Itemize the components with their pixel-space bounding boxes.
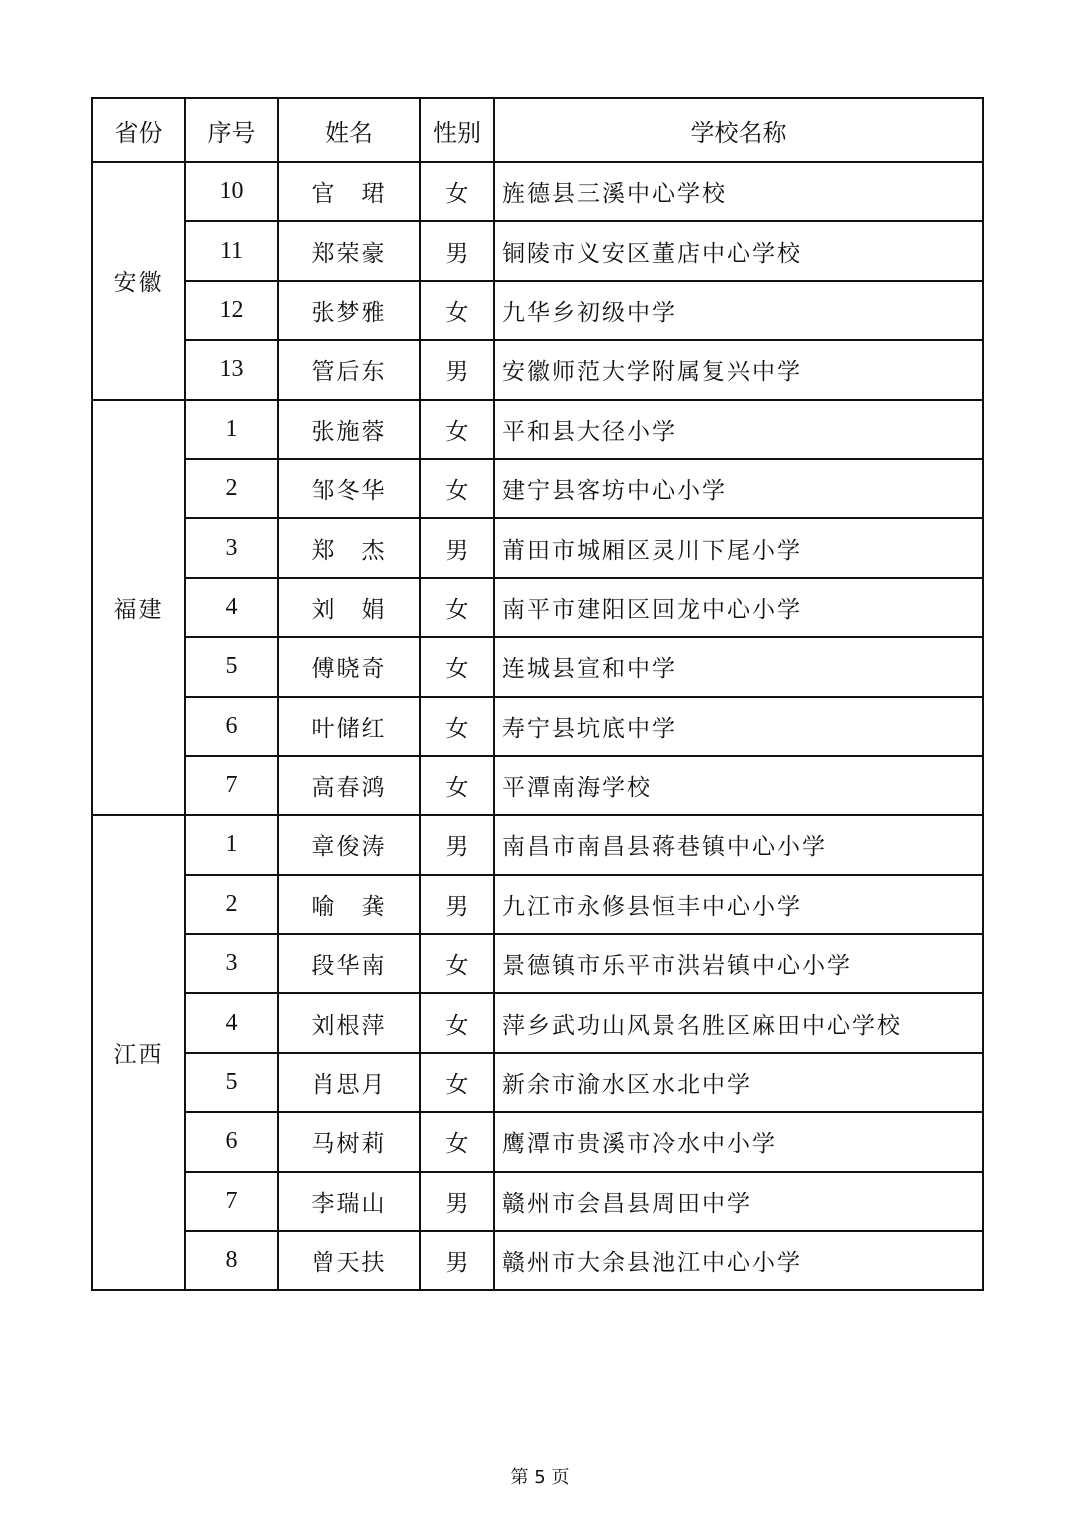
- table-body: [92, 162, 983, 1290]
- table-row: [92, 459, 983, 518]
- table-row: [92, 1231, 983, 1290]
- school-cell: 九江市永修县恒丰中心小学: [494, 875, 983, 934]
- gender-cell: 女: [420, 934, 494, 993]
- header-school: 学校名称: [494, 98, 983, 162]
- school-cell: 寿宁县坑底中学: [494, 697, 983, 756]
- school-cell: 铜陵市义安区董店中心学校: [494, 221, 983, 280]
- gender-cell: 女: [420, 400, 494, 459]
- name-cell: 肖思月: [278, 1053, 420, 1112]
- province-cell: 福建: [92, 400, 185, 816]
- name-cell: 傅晓奇: [278, 637, 420, 696]
- school-cell: 南平市建阳区回龙中心小学: [494, 578, 983, 637]
- school-cell: 九华乡初级中学: [494, 281, 983, 340]
- seq-cell: 11: [185, 221, 278, 280]
- name-cell: 管后东: [278, 340, 420, 399]
- header-seq: 序号: [185, 98, 278, 162]
- table-row: [92, 221, 983, 280]
- seq-cell: 6: [185, 697, 278, 756]
- name-cell: 邹冬华: [278, 459, 420, 518]
- table-row: [92, 815, 983, 874]
- header-province: 省份: [92, 98, 185, 162]
- seq-cell: 2: [185, 875, 278, 934]
- school-cell: 南昌市南昌县蒋巷镇中心小学: [494, 815, 983, 874]
- school-cell: 平和县大径小学: [494, 400, 983, 459]
- gender-cell: 男: [420, 1231, 494, 1290]
- name-cell: 喻 龚: [278, 875, 420, 934]
- table-row: [92, 162, 983, 221]
- name-cell: 高春鸿: [278, 756, 420, 815]
- school-cell: 建宁县客坊中心小学: [494, 459, 983, 518]
- school-cell: 鹰潭市贵溪市冷水中小学: [494, 1112, 983, 1171]
- name-cell: 张施蓉: [278, 400, 420, 459]
- gender-cell: 女: [420, 459, 494, 518]
- gender-cell: 女: [420, 993, 494, 1052]
- seq-cell: 2: [185, 459, 278, 518]
- gender-cell: 女: [420, 281, 494, 340]
- seq-cell: 3: [185, 934, 278, 993]
- seq-cell: 4: [185, 993, 278, 1052]
- table-row: [92, 518, 983, 577]
- gender-cell: 女: [420, 637, 494, 696]
- school-cell: 新余市渝水区水北中学: [494, 1053, 983, 1112]
- seq-cell: 1: [185, 815, 278, 874]
- gender-cell: 女: [420, 578, 494, 637]
- gender-cell: 女: [420, 162, 494, 221]
- gender-cell: 女: [420, 756, 494, 815]
- roster-table: [91, 97, 984, 1291]
- seq-cell: 1: [185, 400, 278, 459]
- name-cell: 刘 娟: [278, 578, 420, 637]
- seq-cell: 4: [185, 578, 278, 637]
- name-cell: 郑荣豪: [278, 221, 420, 280]
- seq-cell: 10: [185, 162, 278, 221]
- table-row: [92, 400, 983, 459]
- table-row: [92, 1053, 983, 1112]
- school-cell: 安徽师范大学附属复兴中学: [494, 340, 983, 399]
- gender-cell: 女: [420, 697, 494, 756]
- seq-cell: 5: [185, 1053, 278, 1112]
- page-number: 第 5 页: [510, 1467, 570, 1488]
- name-cell: 叶储红: [278, 697, 420, 756]
- table-row: [92, 875, 983, 934]
- seq-cell: 5: [185, 637, 278, 696]
- name-cell: 李瑞山: [278, 1172, 420, 1231]
- name-cell: 刘根萍: [278, 993, 420, 1052]
- table-row: [92, 934, 983, 993]
- seq-cell: 12: [185, 281, 278, 340]
- table-row: [92, 993, 983, 1052]
- seq-cell: 6: [185, 1112, 278, 1171]
- seq-cell: 13: [185, 340, 278, 399]
- school-cell: 平潭南海学校: [494, 756, 983, 815]
- name-cell: 段华南: [278, 934, 420, 993]
- school-cell: 莆田市城厢区灵川下尾小学: [494, 518, 983, 577]
- table-row: [92, 637, 983, 696]
- header-row: [92, 98, 983, 162]
- table-row: [92, 697, 983, 756]
- header-gender: 性别: [420, 98, 494, 162]
- gender-cell: 女: [420, 1112, 494, 1171]
- seq-cell: 8: [185, 1231, 278, 1290]
- name-cell: 张梦雅: [278, 281, 420, 340]
- gender-cell: 男: [420, 340, 494, 399]
- gender-cell: 男: [420, 221, 494, 280]
- gender-cell: 男: [420, 1172, 494, 1231]
- school-cell: 萍乡武功山风景名胜区麻田中心学校: [494, 993, 983, 1052]
- table-row: [92, 578, 983, 637]
- school-cell: 连城县宣和中学: [494, 637, 983, 696]
- name-cell: 官 珺: [278, 162, 420, 221]
- school-cell: 景德镇市乐平市洪岩镇中心小学: [494, 934, 983, 993]
- name-cell: 郑 杰: [278, 518, 420, 577]
- table-row: [92, 1172, 983, 1231]
- header-name: 姓名: [278, 98, 420, 162]
- table-row: [92, 756, 983, 815]
- school-cell: 旌德县三溪中心学校: [494, 162, 983, 221]
- table-row: [92, 1112, 983, 1171]
- province-cell: 安徽: [92, 162, 185, 400]
- seq-cell: 7: [185, 756, 278, 815]
- name-cell: 马树莉: [278, 1112, 420, 1171]
- school-cell: 赣州市大余县池江中心小学: [494, 1231, 983, 1290]
- name-cell: 曾天扶: [278, 1231, 420, 1290]
- gender-cell: 男: [420, 875, 494, 934]
- gender-cell: 女: [420, 1053, 494, 1112]
- table-row: [92, 281, 983, 340]
- seq-cell: 3: [185, 518, 278, 577]
- gender-cell: 男: [420, 815, 494, 874]
- school-cell: 赣州市会昌县周田中学: [494, 1172, 983, 1231]
- table-row: [92, 340, 983, 399]
- seq-cell: 7: [185, 1172, 278, 1231]
- gender-cell: 男: [420, 518, 494, 577]
- name-cell: 章俊涛: [278, 815, 420, 874]
- province-cell: 江西: [92, 815, 185, 1290]
